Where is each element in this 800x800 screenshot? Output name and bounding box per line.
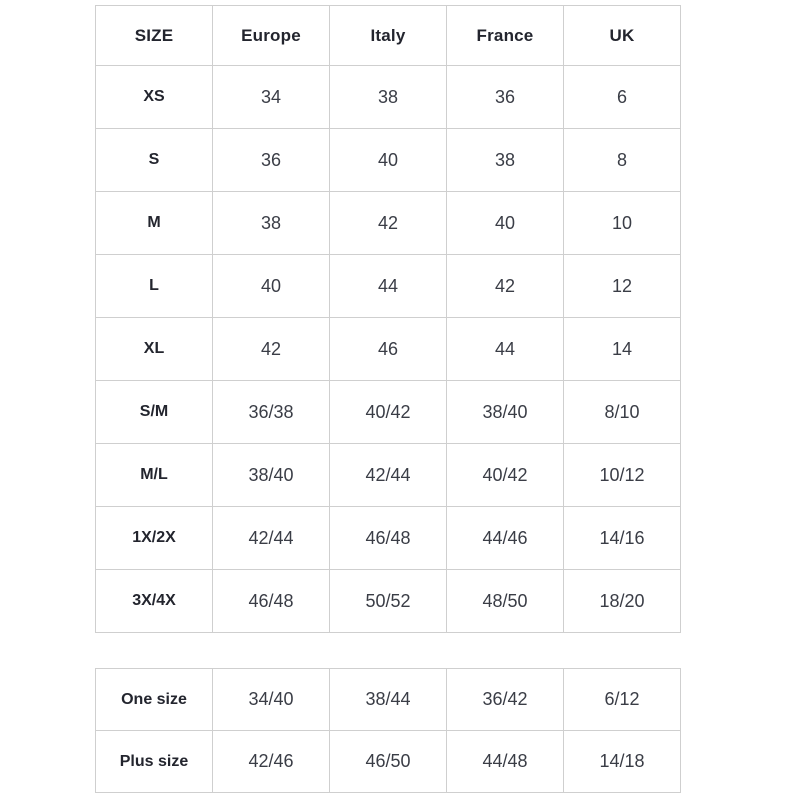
row-label: XL xyxy=(96,318,213,381)
cell-uk: 8 xyxy=(564,129,681,192)
table-row-3x4x xyxy=(96,570,681,633)
cell-europe: 42 xyxy=(213,318,330,381)
cell-italy: 44 xyxy=(330,255,447,318)
cell-europe: 38/40 xyxy=(213,444,330,507)
cell-italy: 50/52 xyxy=(330,570,447,633)
cell-france: 42 xyxy=(447,255,564,318)
cell-france: 38 xyxy=(447,129,564,192)
special-size-table-body xyxy=(96,669,681,793)
table-row-one-size xyxy=(96,669,681,731)
cell-europe: 34/40 xyxy=(213,669,330,731)
table-row-m xyxy=(96,192,681,255)
table-row-plus-size xyxy=(96,731,681,793)
cell-uk: 12 xyxy=(564,255,681,318)
cell-france: 44/48 xyxy=(447,731,564,793)
row-label: XS xyxy=(96,66,213,129)
cell-europe: 38 xyxy=(213,192,330,255)
cell-france: 44/46 xyxy=(447,507,564,570)
cell-europe: 46/48 xyxy=(213,570,330,633)
row-label: 1X/2X xyxy=(96,507,213,570)
cell-europe: 42/44 xyxy=(213,507,330,570)
header-row xyxy=(96,6,681,66)
cell-europe: 36/38 xyxy=(213,381,330,444)
cell-italy: 46/50 xyxy=(330,731,447,793)
special-size-table xyxy=(95,668,681,793)
cell-uk: 14 xyxy=(564,318,681,381)
cell-italy: 38 xyxy=(330,66,447,129)
row-label: M xyxy=(96,192,213,255)
cell-france: 36 xyxy=(447,66,564,129)
table-row-l xyxy=(96,255,681,318)
cell-italy: 42/44 xyxy=(330,444,447,507)
cell-europe: 36 xyxy=(213,129,330,192)
row-label: L xyxy=(96,255,213,318)
cell-italy: 40/42 xyxy=(330,381,447,444)
cell-uk: 6/12 xyxy=(564,669,681,731)
column-header-europe: Europe xyxy=(213,6,330,66)
cell-europe: 42/46 xyxy=(213,731,330,793)
column-header-italy: Italy xyxy=(330,6,447,66)
size-chart-tables xyxy=(95,5,681,793)
cell-uk: 10/12 xyxy=(564,444,681,507)
cell-france: 36/42 xyxy=(447,669,564,731)
table-row-s xyxy=(96,129,681,192)
row-label: M/L xyxy=(96,444,213,507)
cell-france: 40 xyxy=(447,192,564,255)
cell-europe: 34 xyxy=(213,66,330,129)
table-row-ml xyxy=(96,444,681,507)
cell-uk: 14/18 xyxy=(564,731,681,793)
column-header-size: SIZE xyxy=(96,6,213,66)
cell-uk: 10 xyxy=(564,192,681,255)
column-header-uk: UK xyxy=(564,6,681,66)
cell-france: 40/42 xyxy=(447,444,564,507)
cell-france: 48/50 xyxy=(447,570,564,633)
cell-uk: 6 xyxy=(564,66,681,129)
column-header-france: France xyxy=(447,6,564,66)
row-label: Plus size xyxy=(96,731,213,793)
cell-italy: 46 xyxy=(330,318,447,381)
cell-france: 44 xyxy=(447,318,564,381)
cell-italy: 42 xyxy=(330,192,447,255)
row-label: S/M xyxy=(96,381,213,444)
cell-uk: 8/10 xyxy=(564,381,681,444)
row-label: S xyxy=(96,129,213,192)
table-row-xs xyxy=(96,66,681,129)
row-label: 3X/4X xyxy=(96,570,213,633)
table-row-xl xyxy=(96,318,681,381)
cell-uk: 14/16 xyxy=(564,507,681,570)
cell-uk: 18/20 xyxy=(564,570,681,633)
cell-italy: 46/48 xyxy=(330,507,447,570)
size-conversion-table xyxy=(95,5,681,633)
table-row-1x2x xyxy=(96,507,681,570)
row-label: One size xyxy=(96,669,213,731)
cell-france: 38/40 xyxy=(447,381,564,444)
size-table-header xyxy=(96,6,681,66)
cell-europe: 40 xyxy=(213,255,330,318)
cell-italy: 40 xyxy=(330,129,447,192)
cell-italy: 38/44 xyxy=(330,669,447,731)
table-row-sm xyxy=(96,381,681,444)
size-table-body xyxy=(96,66,681,633)
